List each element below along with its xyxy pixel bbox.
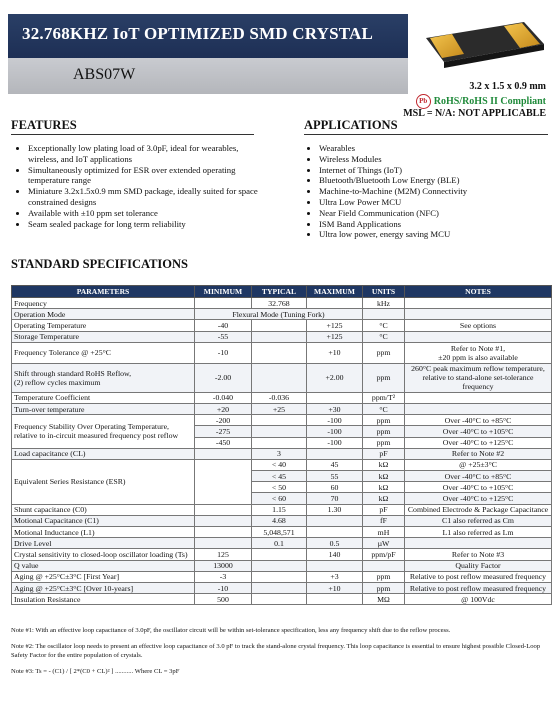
unit-cell: ppm xyxy=(363,426,405,437)
max-cell: +10 xyxy=(307,582,363,593)
application-item: • Bluetooth/Bluetooth Low Energy (BLE) xyxy=(319,175,559,186)
min-cell: 500 xyxy=(195,594,252,605)
note-cell: Over -40°C to +85°C xyxy=(405,471,552,482)
max-cell: +10 xyxy=(307,342,363,363)
max-cell xyxy=(307,448,363,459)
note-1: Note #1: With an effective loop capacitance of 3.0pF, the oscillator circuit will be within set-tolerance specification, less any frequency shift due to the reflow process. xyxy=(11,627,451,634)
note-cell xyxy=(405,342,552,363)
min-cell xyxy=(195,459,252,504)
max-cell: +2.00 xyxy=(307,363,363,392)
max-cell: +125 xyxy=(307,331,363,342)
table-row xyxy=(12,415,552,426)
col-header-maximum: MAXIMUM xyxy=(307,286,363,298)
crystal-package-icon xyxy=(420,16,548,70)
typ-cell: < 60 xyxy=(252,493,307,504)
param-cell: Motional Inductance (L1) xyxy=(12,527,195,538)
application-item: • Wearables xyxy=(319,143,559,154)
max-cell: 45 xyxy=(307,459,363,470)
max-cell xyxy=(307,298,363,309)
param-cell: Frequency xyxy=(12,298,195,309)
feature-item: • Available with ±10 ppm set tolerance xyxy=(28,208,260,219)
feature-item: • Seam sealed package for long term reliability xyxy=(28,219,260,230)
max-cell xyxy=(307,527,363,538)
max-cell xyxy=(307,560,363,571)
features-list xyxy=(14,143,260,229)
min-cell xyxy=(195,527,252,538)
typ-cell: 4.68 xyxy=(252,515,307,526)
note-cell: @ +25±3°C xyxy=(405,459,552,470)
param-line: Frequency Stability Over Operating Temperature, xyxy=(14,422,169,432)
note-cell: L1 also referred as Lm xyxy=(405,527,552,538)
note-cell: See options xyxy=(405,320,552,331)
features-title: FEATURES xyxy=(11,118,77,132)
param-cell: Motional Capacitance (C1) xyxy=(12,515,195,526)
feature-item: • Simultaneously optimized for ESR over extended operating temperature range xyxy=(28,165,260,187)
note-line: 260°C peak maximum reflow temperature, xyxy=(411,364,545,374)
note-line: frequency xyxy=(462,382,494,392)
note-cell xyxy=(405,363,552,392)
note-cell xyxy=(405,309,552,320)
param-cell: Operation Mode xyxy=(12,309,195,320)
note-cell: Over -40°C to +125°C xyxy=(405,493,552,504)
max-cell: -100 xyxy=(307,426,363,437)
typ-cell xyxy=(252,560,307,571)
unit-cell: ppm xyxy=(363,363,405,392)
note-cell xyxy=(405,298,552,309)
param-cell xyxy=(12,363,195,392)
table-row xyxy=(12,515,552,526)
min-cell: +20 xyxy=(195,403,252,414)
typ-cell: 1.15 xyxy=(252,504,307,515)
part-number-banner xyxy=(8,58,408,94)
note-line: Refer to Note #1, xyxy=(450,343,506,353)
min-cell: -3 xyxy=(195,571,252,582)
typ-cell: < 40 xyxy=(252,459,307,470)
note-cell: Refer to Note #3 xyxy=(405,549,552,560)
unit-cell: ppm xyxy=(363,342,405,363)
table-row xyxy=(12,342,552,363)
typ-cell xyxy=(252,594,307,605)
min-cell: -40 xyxy=(195,320,252,331)
param-cell: Q value xyxy=(12,560,195,571)
table-row xyxy=(12,459,552,470)
note-cell: Relative to post reflow measured frequency xyxy=(405,582,552,593)
typ-cell: 5,048,571 xyxy=(252,527,307,538)
table-header-row xyxy=(12,286,552,298)
feature-item: • Exceptionally low plating load of 3.0pF, ideal for wearables, wireless, and IoT applications xyxy=(28,143,260,165)
table-row xyxy=(12,571,552,582)
unit-cell: °C xyxy=(363,320,405,331)
note-cell: Combined Electrode & Package Capacitance xyxy=(405,504,552,515)
typ-cell xyxy=(252,437,307,448)
pb-free-icon: Pb xyxy=(416,94,431,109)
typ-cell xyxy=(252,549,307,560)
max-cell: +3 xyxy=(307,571,363,582)
application-item: • Wireless Modules xyxy=(319,154,559,165)
unit-cell: MΩ xyxy=(363,594,405,605)
application-item: • Near Field Communication (NFC) xyxy=(319,208,559,219)
note-cell: Relative to post reflow measured frequency xyxy=(405,571,552,582)
application-item: • Machine-to-Machine (M2M) Connectivity xyxy=(319,186,559,197)
header-banner xyxy=(8,14,408,58)
min-cell xyxy=(195,298,252,309)
table-row xyxy=(12,538,552,549)
table-row xyxy=(12,504,552,515)
table-row xyxy=(12,560,552,571)
typ-cell: -0.036 xyxy=(252,392,307,403)
application-item: • Internet of Things (IoT) xyxy=(319,165,559,176)
unit-cell: pF xyxy=(363,448,405,459)
col-header-units: UNITS xyxy=(363,286,405,298)
note-cell: Refer to Note #2 xyxy=(405,448,552,459)
typ-cell xyxy=(252,320,307,331)
table-row xyxy=(12,298,552,309)
table-row xyxy=(12,527,552,538)
typ-cell: +25 xyxy=(252,403,307,414)
unit-cell: mH xyxy=(363,527,405,538)
table-row xyxy=(12,363,552,392)
max-cell xyxy=(307,392,363,403)
max-cell: +125 xyxy=(307,320,363,331)
param-cell: Frequency Tolerance @ +25°C xyxy=(12,342,195,363)
typ-cell: < 50 xyxy=(252,482,307,493)
param-line: Shift through standard RoHS Reflow, xyxy=(14,368,132,378)
applications-list xyxy=(305,143,559,240)
min-cell xyxy=(195,448,252,459)
table-row xyxy=(12,331,552,342)
note-cell: Quality Factor xyxy=(405,560,552,571)
max-cell: 60 xyxy=(307,482,363,493)
param-cell: Shunt capacitance (C0) xyxy=(12,504,195,515)
note-cell xyxy=(405,392,552,403)
unit-cell: µW xyxy=(363,538,405,549)
param-cell: Aging @ +25°C±3°C [First Year] xyxy=(12,571,195,582)
unit-cell: kΩ xyxy=(363,482,405,493)
param-cell: Turn-over temperature xyxy=(12,403,195,414)
note-cell: Over -40°C to +125°C xyxy=(405,437,552,448)
min-cell xyxy=(195,538,252,549)
param-line: relative to in-circuit measured frequency post reflow xyxy=(14,431,179,441)
typ-cell xyxy=(252,342,307,363)
max-cell: -100 xyxy=(307,437,363,448)
max-cell: -100 xyxy=(307,415,363,426)
typ-cell xyxy=(252,363,307,392)
table-row xyxy=(12,320,552,331)
unit-cell xyxy=(363,309,405,320)
rohs-badge xyxy=(416,94,546,109)
min-cell: -10 xyxy=(195,342,252,363)
col-header-parameters: PARAMETERS xyxy=(12,286,195,298)
table-row xyxy=(12,448,552,459)
typ-cell xyxy=(252,331,307,342)
typ-cell xyxy=(252,426,307,437)
max-cell: +30 xyxy=(307,403,363,414)
param-cell: Aging @ +25°C±3°C [Over 10-years] xyxy=(12,582,195,593)
typ-cell: < 45 xyxy=(252,471,307,482)
specifications-table xyxy=(11,285,552,605)
unit-cell: ppm/T² xyxy=(363,392,405,403)
feature-item: • Miniature 3.2x1.5x0.9 mm SMD package, ideally suited for space constrained designs xyxy=(28,186,260,208)
unit-cell: ppm xyxy=(363,582,405,593)
unit-cell: ppm xyxy=(363,415,405,426)
min-cell: -450 xyxy=(195,437,252,448)
min-cell xyxy=(195,515,252,526)
max-cell: 70 xyxy=(307,493,363,504)
min-cell: 13000 xyxy=(195,560,252,571)
document-title: 32.768KHZ IoT OPTIMIZED SMD CRYSTAL xyxy=(22,24,374,43)
col-header-typical: TYPICAL xyxy=(252,286,307,298)
min-cell: -200 xyxy=(195,415,252,426)
note-cell: Over -40°C to +105°C xyxy=(405,426,552,437)
application-item: • ISM Band Applications xyxy=(319,219,559,230)
specs-title: STANDARD SPECIFICATIONS xyxy=(11,257,188,271)
max-cell: 1.30 xyxy=(307,504,363,515)
typ-cell xyxy=(252,582,307,593)
min-cell: -275 xyxy=(195,426,252,437)
unit-cell: kΩ xyxy=(363,459,405,470)
note-3: Note #3: Ts = - (C1) / [ 2*(C0 + CL)² ] ........... Where CL = 3pF xyxy=(11,668,180,675)
unit-cell: fF xyxy=(363,515,405,526)
min-cell: 125 xyxy=(195,549,252,560)
param-cell: Storage Temperature xyxy=(12,331,195,342)
min-cell: -55 xyxy=(195,331,252,342)
table-row xyxy=(12,582,552,593)
min-cell: -0.040 xyxy=(195,392,252,403)
note-cell xyxy=(405,331,552,342)
unit-cell: kΩ xyxy=(363,471,405,482)
application-item: • Ultra Low Power MCU xyxy=(319,197,559,208)
col-header-minimum: MINIMUM xyxy=(195,286,252,298)
part-number: ABS07W xyxy=(73,66,136,83)
param-line: (2) reflow cycles maximum xyxy=(14,377,101,387)
param-cell: Operating Temperature xyxy=(12,320,195,331)
note-cell: C1 also referred as Cm xyxy=(405,515,552,526)
rohs-text: RoHS/RoHS II Compliant xyxy=(433,96,546,107)
param-cell: Crystal sensitivity to closed-loop oscillator loading (Ts) xyxy=(12,549,195,560)
msl-label: MSL = N/A: NOT APPLICABLE xyxy=(403,108,546,119)
note-2: Note #2: The oscillator loop needs to present an effective loop capacitance of 3.0 pF to track the stand-alone crystal frequency. This loop capacitance is essential to ensure highest possible Closed-Loop Safety Factor for the entire population of crystals. xyxy=(11,643,541,659)
param-cell: Temperature Coefficient xyxy=(12,392,195,403)
param-cell xyxy=(12,415,195,449)
unit-cell: pF xyxy=(363,504,405,515)
unit-cell: kHz xyxy=(363,298,405,309)
param-cell: Load capacitance (CL) xyxy=(12,448,195,459)
unit-cell: °C xyxy=(363,331,405,342)
min-cell xyxy=(195,504,252,515)
unit-cell: °C xyxy=(363,403,405,414)
table-row xyxy=(12,392,552,403)
max-cell: 140 xyxy=(307,549,363,560)
min-cell: -2.00 xyxy=(195,363,252,392)
max-cell xyxy=(307,515,363,526)
max-cell xyxy=(307,594,363,605)
typ-cell: 0.1 xyxy=(252,538,307,549)
table-row xyxy=(12,309,552,320)
typ-cell xyxy=(252,415,307,426)
note-cell: Over -40°C to +85°C xyxy=(405,415,552,426)
typ-cell: 3 xyxy=(252,448,307,459)
application-item: • Ultra low power, energy saving MCU xyxy=(319,229,559,240)
table-row xyxy=(12,594,552,605)
unit-cell: ppm xyxy=(363,571,405,582)
note-line: relative to stand-alone set-tolerance xyxy=(422,373,534,383)
typ-cell: 32.768 xyxy=(252,298,307,309)
note-cell xyxy=(405,538,552,549)
min-cell: -10 xyxy=(195,582,252,593)
max-cell: 55 xyxy=(307,471,363,482)
applications-title: APPLICATIONS xyxy=(304,118,398,132)
param-cell: Insulation Resistance xyxy=(12,594,195,605)
features-divider xyxy=(11,134,254,135)
col-header-notes: NOTES xyxy=(405,286,552,298)
param-cell: Equivalent Series Resistance (ESR) xyxy=(12,459,195,504)
unit-cell xyxy=(363,560,405,571)
table-row xyxy=(12,403,552,414)
unit-cell: ppm/pF xyxy=(363,549,405,560)
param-cell: Drive Level xyxy=(12,538,195,549)
applications-divider xyxy=(304,134,548,135)
note-cell: @ 100Vdc xyxy=(405,594,552,605)
unit-cell: ppm xyxy=(363,437,405,448)
note-cell xyxy=(405,403,552,414)
dimensions-label: 3.2 x 1.5 x 0.9 mm xyxy=(469,81,546,92)
note-cell: Over -40°C to +105°C xyxy=(405,482,552,493)
max-cell: 0.5 xyxy=(307,538,363,549)
table-row xyxy=(12,549,552,560)
value-cell: Flexural Mode (Tuning Fork) xyxy=(195,309,363,320)
note-line: ±20 ppm is also available xyxy=(438,352,518,362)
unit-cell: kΩ xyxy=(363,493,405,504)
typ-cell xyxy=(252,571,307,582)
